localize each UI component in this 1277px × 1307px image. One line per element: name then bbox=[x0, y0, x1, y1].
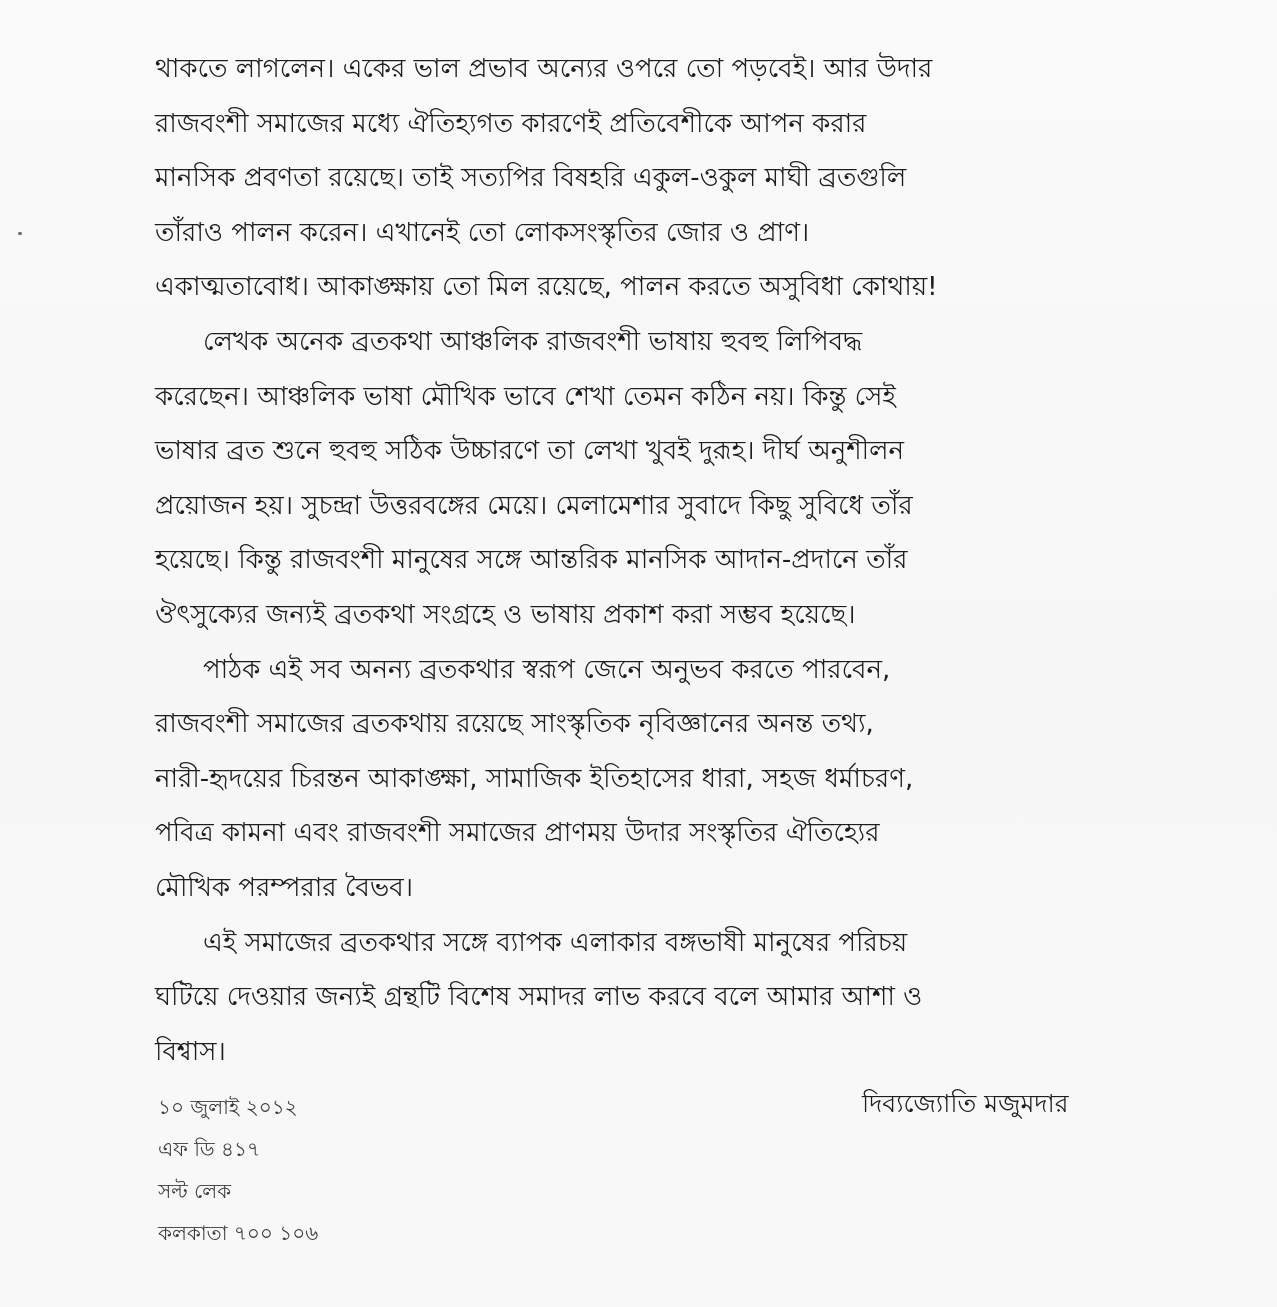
paragraph-first-line: পাঠক এই সব অনন্য ব্রতকথার স্বরূপ জেনে অনুভব করতে পারবেন, bbox=[203, 654, 891, 685]
text-line: একাত্মতাবোধ। আকাঙ্ক্ষায় তো মিল রয়েছে, পালন করতে অসুবিধা কোথায়! bbox=[155, 272, 938, 303]
foreword-body bbox=[155, 42, 1140, 1079]
page-speck bbox=[18, 232, 22, 235]
paragraph-first-line: এই সমাজের ব্রতকথার সঙ্গে ব্যাপক এলাকার বঙ্গভাষী মানুষের পরিচয় bbox=[203, 927, 908, 958]
text-line: রাজবংশী সমাজের মধ্যে ঐতিহ্যগত কারণেই প্রতিবেশীকে আপন করার bbox=[155, 108, 867, 139]
text-line: প্রয়োজন হয়। সুচন্দ্রা উত্তরবঙ্গের মেয়ে। মেলামেশার সুবাদে কিছু সুবিধে তাঁর bbox=[155, 490, 913, 521]
author-signature: দিব্যজ্যোতি মজুমদার bbox=[862, 1089, 1069, 1118]
text-line: রাজবংশী সমাজের ব্রতকথায় রয়েছে সাংস্কৃতিক নৃবিজ্ঞানের অনন্ত তথ্য, bbox=[155, 709, 874, 740]
text-line: বিশ্বাস। bbox=[155, 1036, 226, 1067]
text-line: পবিত্র কামনা এবং রাজবংশী সমাজের প্রাণময় উদার সংস্কৃতির ঐতিহ্যের bbox=[155, 818, 880, 849]
text-line: ঘটিয়ে দেওয়ার জন্যই গ্রন্থটি বিশেষ সমাদর লাভ করবে বলে আমার আশা ও bbox=[155, 982, 923, 1013]
text-line: মৌখিক পরম্পরার বৈভব। bbox=[155, 872, 414, 903]
date-line: ১০ জুলাই ২০১২ bbox=[158, 1095, 298, 1119]
paragraph-first-line: লেখক অনেক ব্রতকথা আঞ্চলিক রাজবংশী ভাষায় হুবহু লিপিবদ্ধ bbox=[203, 326, 863, 357]
author-address-block bbox=[158, 1086, 318, 1254]
text-line: তাঁরাও পালন করেন। এখানেই তো লোকসংস্কৃতির জোর ও প্রাণ। bbox=[155, 217, 810, 248]
address-line: সল্ট লেক bbox=[158, 1179, 232, 1203]
address-line: কলকাতা ৭০০ ১০৬ bbox=[158, 1221, 319, 1245]
text-line: ভাষার ব্রত শুনে হুবহু সঠিক উচ্চারণে তা লেখা খুবই দুরূহ। দীর্ঘ অনুশীলন bbox=[155, 436, 904, 467]
text-line: থাকতে লাগলেন। একের ভাল প্রভাব অন্যের ওপরে তো পড়বেই। আর উদার bbox=[155, 54, 933, 84]
text-line: নারী-হৃদয়ের চিরন্তন আকাঙ্ক্ষা, সামাজিক ইতিহাসের ধারা, সহজ ধর্মাচরণ, bbox=[155, 763, 914, 794]
text-line: হয়েছে। কিন্তু রাজবংশী মানুষের সঙ্গে আন্তরিক মানসিক আদান-প্রদানে তাঁর bbox=[155, 545, 908, 576]
text-line: মানসিক প্রবণতা রয়েছে। তাই সত্যপির বিষহরি একুল-ওকুল মাঘী ব্রতগুলি bbox=[155, 163, 907, 194]
text-line: করেছেন। আঞ্চলিক ভাষা মৌখিক ভাবে শেখা তেমন কঠিন নয়। কিন্তু সেই bbox=[155, 381, 896, 412]
text-line: ঔৎসুক্যের জন্যই ব্রতকথা সংগ্রহে ও ভাষায় প্রকাশ করা সম্ভব হয়েছে। bbox=[155, 599, 856, 630]
address-line: এফ ডি ৪১৭ bbox=[158, 1137, 260, 1161]
